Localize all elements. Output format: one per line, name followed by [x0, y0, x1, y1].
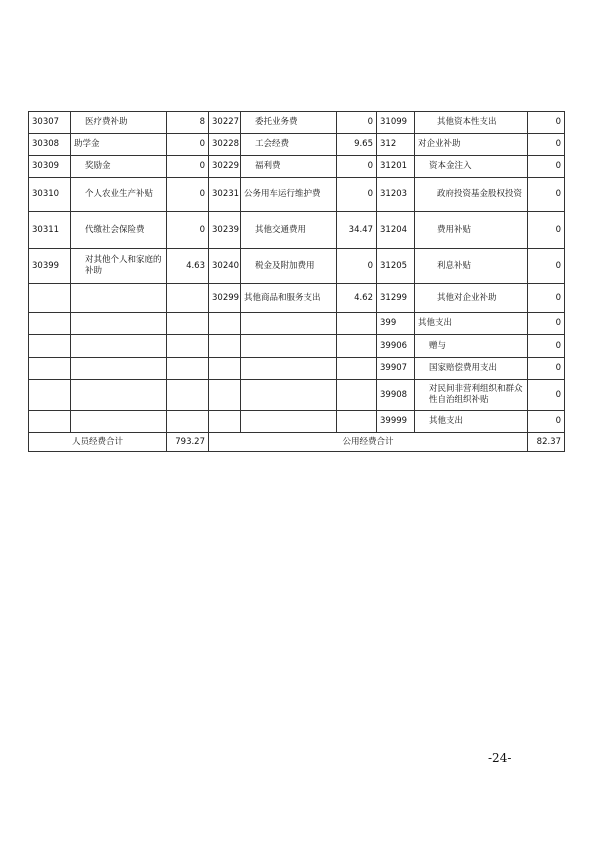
code-cell: 30311 — [29, 212, 71, 249]
item-cell: 委托业务费 — [241, 112, 337, 134]
code-cell: 31201 — [377, 156, 415, 178]
item-cell: 费用补贴 — [415, 212, 528, 249]
item-cell — [241, 358, 337, 380]
amount-cell: 0 — [528, 178, 565, 212]
code-cell: 30227 — [209, 112, 241, 134]
amount-cell: 0 — [167, 178, 209, 212]
code-cell — [209, 313, 241, 335]
code-cell: 30309 — [29, 156, 71, 178]
amount-cell: 34.47 — [337, 212, 377, 249]
code-cell: 39906 — [377, 335, 415, 358]
code-cell: 312 — [377, 134, 415, 156]
code-cell — [209, 411, 241, 433]
item-cell: 利息补贴 — [415, 249, 528, 284]
amount-cell: 0 — [337, 178, 377, 212]
item-cell: 税金及附加费用 — [241, 249, 337, 284]
amount-cell: 0 — [528, 156, 565, 178]
amount-cell — [167, 313, 209, 335]
item-cell: 其他资本性支出 — [415, 112, 528, 134]
item-cell: 代缴社会保险费 — [71, 212, 167, 249]
item-cell — [71, 313, 167, 335]
code-cell: 30228 — [209, 134, 241, 156]
item-cell — [71, 335, 167, 358]
item-cell — [241, 335, 337, 358]
code-cell — [209, 358, 241, 380]
amount-cell: 0 — [167, 134, 209, 156]
table-row — [29, 112, 565, 134]
amount-cell — [167, 358, 209, 380]
code-cell — [29, 411, 71, 433]
code-cell: 39907 — [377, 358, 415, 380]
amount-cell: 9.65 — [337, 134, 377, 156]
item-cell: 个人农业生产补贴 — [71, 178, 167, 212]
item-cell: 对其他个人和家庭的补助 — [71, 249, 167, 284]
code-cell: 31205 — [377, 249, 415, 284]
item-cell — [71, 411, 167, 433]
code-cell: 30308 — [29, 134, 71, 156]
amount-cell — [167, 284, 209, 313]
item-cell — [71, 380, 167, 411]
amount-cell — [167, 380, 209, 411]
amount-cell: 0 — [528, 380, 565, 411]
item-cell — [241, 380, 337, 411]
amount-cell: 0 — [337, 156, 377, 178]
public-total-value: 82.37 — [528, 433, 565, 452]
amount-cell: 0 — [528, 134, 565, 156]
amount-cell: 0 — [528, 411, 565, 433]
code-cell — [29, 313, 71, 335]
table-row — [29, 411, 565, 433]
personnel-total-label: 人员经费合计 — [29, 433, 167, 452]
table-row — [29, 178, 565, 212]
amount-cell: 0 — [337, 112, 377, 134]
item-cell: 资本金注入 — [415, 156, 528, 178]
item-cell — [71, 284, 167, 313]
code-cell: 30299 — [209, 284, 241, 313]
item-cell: 医疗费补助 — [71, 112, 167, 134]
totals-row — [29, 433, 565, 452]
item-cell — [241, 411, 337, 433]
item-cell: 对民间非营利组织和群众性自治组织补贴 — [415, 380, 528, 411]
item-cell — [71, 358, 167, 380]
item-cell: 政府投资基金股权投资 — [415, 178, 528, 212]
page-number: -24- — [488, 751, 512, 765]
item-cell: 其他商品和服务支出 — [241, 284, 337, 313]
amount-cell — [337, 335, 377, 358]
code-cell — [209, 335, 241, 358]
code-cell — [29, 335, 71, 358]
amount-cell: 8 — [167, 112, 209, 134]
code-cell: 31099 — [377, 112, 415, 134]
amount-cell: 0 — [528, 313, 565, 335]
code-cell: 399 — [377, 313, 415, 335]
item-cell: 其他支出 — [415, 411, 528, 433]
item-cell — [241, 313, 337, 335]
table-row — [29, 284, 565, 313]
code-cell — [29, 284, 71, 313]
code-cell: 39908 — [377, 380, 415, 411]
amount-cell: 0 — [528, 112, 565, 134]
amount-cell: 0 — [528, 358, 565, 380]
code-cell: 30231 — [209, 178, 241, 212]
amount-cell: 0 — [528, 249, 565, 284]
code-cell: 30240 — [209, 249, 241, 284]
table-row — [29, 156, 565, 178]
table-row — [29, 212, 565, 249]
table-row — [29, 249, 565, 284]
personnel-total-value: 793.27 — [167, 433, 209, 452]
item-cell: 其他支出 — [415, 313, 528, 335]
amount-cell — [337, 358, 377, 380]
item-cell: 公务用车运行维护费 — [241, 178, 337, 212]
amount-cell — [337, 380, 377, 411]
code-cell — [29, 358, 71, 380]
table-row — [29, 380, 565, 411]
expense-table — [28, 111, 565, 452]
table-row — [29, 335, 565, 358]
code-cell: 31204 — [377, 212, 415, 249]
amount-cell: 0 — [528, 335, 565, 358]
item-cell: 其他交通费用 — [241, 212, 337, 249]
code-cell — [209, 380, 241, 411]
item-cell: 福利费 — [241, 156, 337, 178]
code-cell: 31203 — [377, 178, 415, 212]
amount-cell — [167, 411, 209, 433]
amount-cell: 0 — [528, 212, 565, 249]
code-cell: 30399 — [29, 249, 71, 284]
item-cell: 助学金 — [71, 134, 167, 156]
public-total-label: 公用经费合计 — [209, 433, 528, 452]
code-cell: 31299 — [377, 284, 415, 313]
code-cell: 30310 — [29, 178, 71, 212]
item-cell: 赠与 — [415, 335, 528, 358]
item-cell: 对企业补助 — [415, 134, 528, 156]
amount-cell: 0 — [337, 249, 377, 284]
amount-cell: 4.62 — [337, 284, 377, 313]
amount-cell: 0 — [167, 156, 209, 178]
item-cell: 其他对企业补助 — [415, 284, 528, 313]
table-row — [29, 134, 565, 156]
code-cell: 39999 — [377, 411, 415, 433]
code-cell — [29, 380, 71, 411]
item-cell: 工会经费 — [241, 134, 337, 156]
amount-cell — [337, 313, 377, 335]
item-cell: 奖励金 — [71, 156, 167, 178]
amount-cell: 0 — [167, 212, 209, 249]
code-cell: 30307 — [29, 112, 71, 134]
code-cell: 30239 — [209, 212, 241, 249]
code-cell: 30229 — [209, 156, 241, 178]
amount-cell — [337, 411, 377, 433]
amount-cell — [167, 335, 209, 358]
amount-cell: 4.63 — [167, 249, 209, 284]
amount-cell: 0 — [528, 284, 565, 313]
item-cell: 国家赔偿费用支出 — [415, 358, 528, 380]
table-row — [29, 313, 565, 335]
table-row — [29, 358, 565, 380]
